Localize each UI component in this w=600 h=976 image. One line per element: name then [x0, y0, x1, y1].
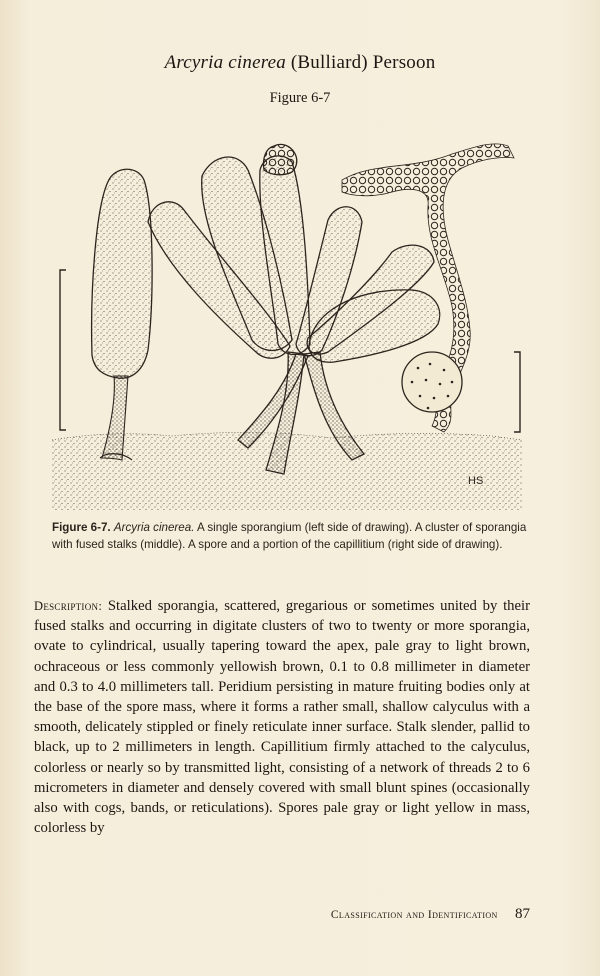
single-sporangium — [92, 169, 152, 460]
footer-section: Classification and Identification — [330, 909, 498, 921]
spore — [402, 352, 462, 412]
page-number: 87 — [515, 906, 530, 922]
caption-text: A single sporangium (left side of drawing). A cluster of sporangia with fused stalks (middle). A spore and a portion of the capillitium (right side of drawing). — [52, 521, 527, 551]
figure-caption — [52, 520, 542, 553]
caption-label: Figure 6-7. — [52, 521, 111, 534]
artist-initials: HS — [468, 475, 484, 487]
page-title — [0, 52, 600, 74]
figure-illustration — [52, 140, 532, 512]
scale-bar-left — [60, 270, 66, 430]
title-species: Arcyria cinerea — [164, 52, 286, 73]
description-text: Stalked sporangia, scattered, gregarious or sometimes united by their fused stalks and occurring in digitate clusters of two to twenty or more sporangia, ovate to cylindrical, usually tapering toward the apex, pale gray to light brown, ochraceous or less commonly yellowish brown, 0.1 to 0.8 millimeter in diameter and 0.3 to 4.0 millimeters tall. Peridium persisting in mature fruiting bodies only at the base of the spore mass, where it forms a rather small, shallow calyculus with a smooth, delicately stippled or finely reticulate inner surface. Stalk slender, pallid to black, up to 2 millimeters in length. Capillitium firmly attached to the calyculus, colorless or nearly so by transmitted light, consisting of a network of threads 2 to 6 micrometers in diameter and densely covered with small blunt spines (occasionally also with cogs, bands, or reticulations). Spores pale gray or light yellow in mass, colorless by — [34, 598, 530, 837]
title-authority: (Bulliard) Persoon — [290, 52, 436, 73]
sporangia-cluster — [148, 144, 440, 474]
caption-species: Arcyria cinerea. — [113, 521, 195, 534]
scale-bar-right — [514, 352, 520, 432]
page-footer — [331, 906, 530, 923]
figure-reference: Figure 6-7 — [269, 90, 331, 106]
description-paragraph — [34, 596, 530, 838]
description-label: Description: — [34, 599, 103, 613]
